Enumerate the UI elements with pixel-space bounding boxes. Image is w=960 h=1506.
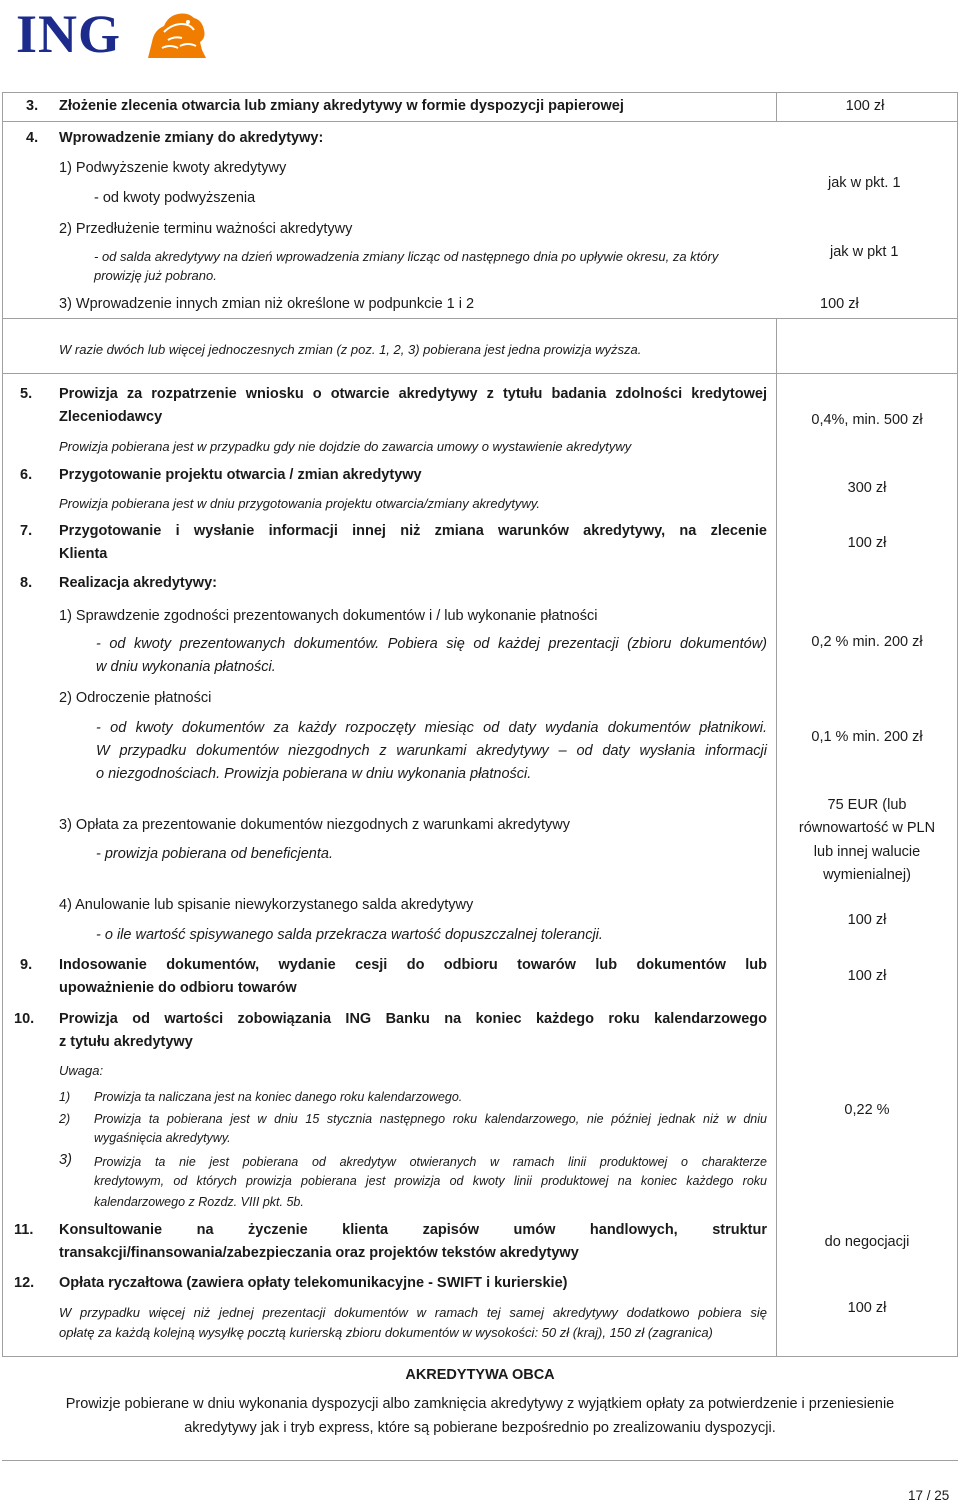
row-8-sub-2-detail-l2: W przypadku dokumentów niezgodnych z warunkami akredytywy – od daty wysłania informacji — [96, 743, 767, 759]
row-4-sub-2-detail-l1: - od salda akredytywy na dzień wprowadzenia zmiany licząc od następnego dnia po upływie okresu, za który — [94, 249, 719, 264]
row-8-sub-1: 1) Sprawdzenie zgodności prezentowanych dokumentów i / lub wykonanie płatności — [59, 608, 598, 624]
row-10-fee: 0,22 % — [844, 1102, 890, 1118]
table-border-right — [957, 92, 958, 1356]
row-10-note-3-number: 3) — [59, 1152, 72, 1168]
row-11-title-l2: transakcji/finansowania/zabezpieczania oraz projektów tekstów akredytywy — [59, 1245, 579, 1261]
row-11-fee: do negocjacji — [824, 1234, 910, 1250]
row-10-uwaga: Uwaga: — [59, 1063, 104, 1078]
row-8-sub-3-fee-l3: lub innej walucie — [813, 844, 921, 860]
row-7-title-l2: Klienta — [59, 546, 108, 562]
row-4-sub-1-detail: - od kwoty podwyższenia — [94, 190, 256, 206]
row-7-fee: 100 zł — [847, 535, 887, 551]
row-6-fee: 300 zł — [847, 480, 887, 496]
row-10-note-1-number: 1) — [59, 1090, 71, 1104]
row-8-sub-4-fee: 100 zł — [847, 912, 887, 928]
row-8-sub-3-fee-l2: równowartość w PLN — [798, 820, 936, 836]
row-8-sub-4: 4) Anulowanie lub spisanie niewykorzystanego salda akredytywy — [59, 897, 474, 913]
row-3-number: 3. — [26, 98, 39, 114]
row-8-sub-3-detail: - prowizja pobierana od beneficjenta. — [96, 846, 333, 862]
row-4-title: Wprowadzenie zmiany do akredytywy: — [59, 130, 324, 146]
row-9-number: 9. — [20, 957, 33, 973]
row-10-note-3-l3: kalendarzowego z Rozdz. VIII pkt. 5b. — [94, 1195, 304, 1209]
row-divider — [2, 121, 958, 122]
row-4-sub-2: 2) Przedłużenie terminu ważności akredytywy — [59, 221, 353, 237]
row-divider — [2, 373, 958, 374]
row-12-note-l1: W przypadku więcej niż jednej prezentacji dokumentów w ramach tej samej akredytywy dodatkowo pobiera się — [59, 1305, 767, 1320]
row-10-title-l1: Prowizja od wartości zobowiązania ING Banku na koniec każdego roku kalendarzowego — [59, 1011, 767, 1027]
row-10-note-2-number: 2) — [59, 1112, 71, 1126]
row-8-sub-2: 2) Odroczenie płatności — [59, 690, 212, 706]
row-5-fee: 0,4%, min. 500 zł — [811, 412, 923, 428]
footer-border — [2, 1460, 958, 1461]
row-5-note: Prowizja pobierana jest w przypadku gdy nie dojdzie do zawarcia umowy o wystawienie akredytywy — [59, 439, 632, 454]
row-6-note: Prowizja pobierana jest w dniu przygotowania projektu otwarcia/zmiany akredytywy. — [59, 496, 540, 511]
col-divider — [776, 318, 777, 1356]
row-7-number: 7. — [20, 523, 33, 539]
row-8-sub-2-detail-l1: - od kwoty dokumentów za każdy rozpoczęty miesiąc od daty wydania dokumentów płatnikowi. — [96, 720, 767, 736]
logo-wordmark: ING — [16, 4, 122, 64]
row-12-fee: 100 zł — [847, 1300, 887, 1316]
section-text-l1: Prowizje pobierane w dniu wykonania dyspozycji albo zamknięcia akredytywy z wyjątkiem opłaty za potwierdzenie i przeniesienie — [65, 1396, 895, 1412]
row-10-title-l2: z tytułu akredytywy — [59, 1034, 193, 1050]
row-10-note-2-l2: wygaśnięcia akredytywy. — [94, 1131, 231, 1145]
row-10-note-3-l2: kredytowym, od których prowizja pobierana jest prowizja od kwoty linii produktowej na koniec każdego roku — [94, 1174, 767, 1188]
row-5-title-l2: Zleceniodawcy — [59, 409, 163, 425]
row-10-note-2-l1: Prowizja ta pobierana jest w dniu 15 stycznia następnego roku kalendarzowego, nie później jednak niż w dniu — [94, 1112, 767, 1126]
row-7-title-l1: Przygotowanie i wysłanie informacji innej niż zmiana warunków akredytywy, na zlecenie — [59, 523, 767, 539]
row-8-number: 8. — [20, 575, 33, 591]
row-8-sub-2-fee: 0,1 % min. 200 zł — [811, 729, 923, 745]
lion-icon — [144, 8, 210, 62]
row-11-number: 11. — [14, 1222, 34, 1238]
row-4-number: 4. — [26, 130, 39, 146]
row-9-fee: 100 zł — [847, 968, 887, 984]
row-9-title-l1: Indosowanie dokumentów, wydanie cesji do odbioru towarów lub dokumentów lub — [59, 957, 767, 973]
row-12-note-l2: opłatę za każdą kolejną wysyłkę pocztą kurierską zbioru dokumentów w wysokości: 50 zł (kraj), 150 zł (zagranica) — [59, 1325, 713, 1340]
row-10-note-3-l1: Prowizja ta nie jest pobierana od akredytyw otwieranych w ramach linii produktowej o charakterze — [94, 1155, 767, 1169]
row-3-title: Złożenie zlecenia otwarcia lub zmiany akredytywy w formie dyspozycji papierowej — [59, 98, 624, 114]
row-3-fee: 100 zł — [845, 98, 885, 114]
ing-logo — [16, 4, 216, 64]
row-9-title-l2: upoważnienie do odbioru towarów — [59, 980, 297, 996]
row-6-number: 6. — [20, 467, 33, 483]
row-8-sub-1-detail-l1: - od kwoty prezentowanych dokumentów. Pobiera się od każdej prezentacji (zbioru dokumentów) — [96, 636, 767, 652]
row-4-sub-2-fee: jak w pkt 1 — [830, 244, 899, 260]
row-4-sub-1: 1) Podwyższenie kwoty akredytywy — [59, 160, 287, 176]
row-8-sub-3-fee-l1: 75 EUR (lub — [827, 797, 907, 813]
table-border-bottom — [2, 1356, 958, 1357]
table-border-top — [2, 92, 958, 93]
page-number: 17 / 25 — [908, 1488, 950, 1503]
section-heading: AKREDYTYWA OBCA — [405, 1367, 555, 1383]
row-12-title: Opłata ryczałtowa (zawiera opłaty telekomunikacyjne - SWIFT i kurierskie) — [59, 1275, 568, 1291]
row-11-title-l1: Konsultowanie na życzenie klienta zapisów umów handlowych, struktur — [59, 1222, 767, 1238]
row-8-sub-3: 3) Opłata za prezentowanie dokumentów niezgodnych z warunkami akredytywy — [59, 817, 570, 833]
row-4-note: W razie dwóch lub więcej jednoczesnych zmian (z poz. 1, 2, 3) pobierana jest jedna prowizja wyższa. — [59, 342, 642, 357]
row-8-title: Realizacja akredytywy: — [59, 575, 217, 591]
row-4-sub-1-fee: jak w pkt. 1 — [828, 175, 901, 191]
row-6-title: Przygotowanie projektu otwarcia / zmian akredytywy — [59, 467, 422, 483]
row-divider — [2, 318, 958, 319]
section-text-l2: akredytywy jak i tryb express, które są pobierane bezpośrednio po zrealizowaniu dyspozycji. — [184, 1420, 776, 1436]
table-border-left — [2, 92, 3, 1356]
col-divider — [776, 92, 777, 122]
row-8-sub-2-detail-l3: o niezgodnościach. Prowizja pobierana w dniu wykonania płatności. — [96, 766, 532, 782]
row-5-title-l1: Prowizja za rozpatrzenie wniosku o otwarcie akredytywy z tytułu badania zdolności kredytowej — [59, 386, 767, 402]
row-10-note-1: Prowizja ta naliczana jest na koniec danego roku kalendarzowego. — [94, 1090, 463, 1104]
row-4-sub-2-detail-l2: prowizję już pobrano. — [94, 268, 217, 283]
row-10-number: 10. — [14, 1011, 35, 1027]
row-12-number: 12. — [14, 1275, 35, 1291]
row-5-number: 5. — [20, 386, 33, 402]
row-8-sub-4-detail: - o ile wartość spisywanego salda przekracza wartość dopuszczalnej tolerancji. — [96, 927, 603, 943]
row-4-sub-3: 3) Wprowadzenie innych zmian niż określone w podpunkcie 1 i 2 — [59, 296, 475, 312]
row-4-sub-3-fee: 100 zł — [820, 296, 859, 312]
row-8-sub-1-fee: 0,2 % min. 200 zł — [811, 634, 923, 650]
row-8-sub-1-detail-l2: w dniu wykonania płatności. — [96, 659, 276, 675]
row-8-sub-3-fee-l4: wymienialnej) — [823, 867, 911, 883]
